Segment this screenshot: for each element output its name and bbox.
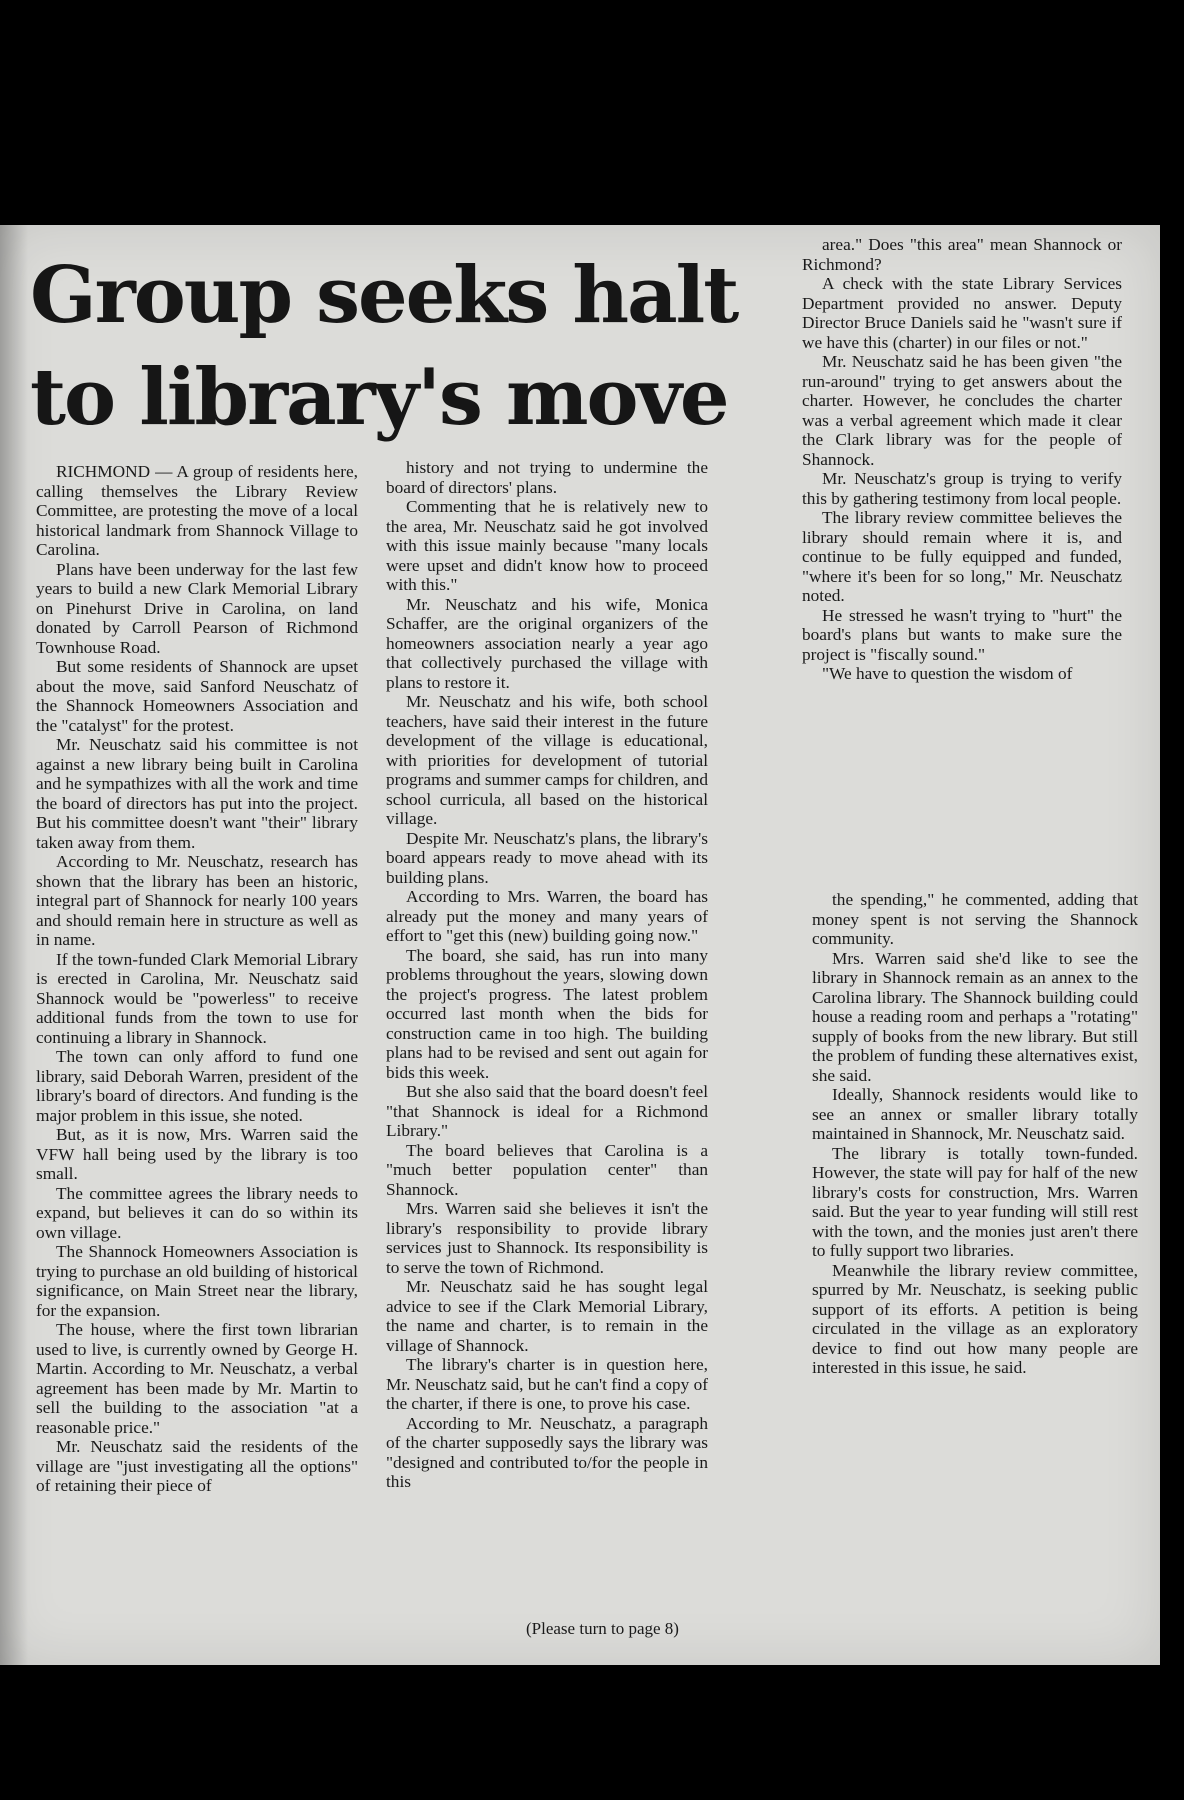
article-paragraph: Mrs. Warren said she believes it isn't the library's responsibility to provide library services just to Shannock. Its responsibility is to serve the town of Richmond. xyxy=(386,1199,708,1277)
article-paragraph: The house, where the first town librarian used to live, is currently owned by George H. Martin. According to Mr. Neuschatz, a verbal agreement has been made by Mr. Martin to sell the building to the association "at a reasonable price." xyxy=(36,1320,358,1437)
article-paragraph: Mr. Neuschatz's group is trying to verify this by gathering testimony from local people. xyxy=(802,469,1122,508)
article-paragraph: The library is totally town-funded. However, the state will pay for half of the new library's costs for construction, Mrs. Warren said. But the year to year funding will still rest with the town, and the monies just aren't there to fully support two libraries. xyxy=(812,1143,1138,1260)
article-paragraph: Mr. Neuschatz said the residents of the village are "just investigating all the options" of retaining their piece of xyxy=(36,1437,358,1495)
article-paragraph: According to Mrs. Warren, the board has already put the money and many years of effort to "get this (new) building going now." xyxy=(386,887,708,945)
article-paragraph: A check with the state Library Services Department provided no answer. Deputy Director Bruce Daniels said he "wasn't sure if we have this (charter) in our files or not." xyxy=(802,274,1122,352)
article-paragraph: But some residents of Shannock are upset about the move, said Sanford Neuschatz of the Shannock Homeowners Association and the "catalyst" for the protest. xyxy=(36,657,358,735)
article-paragraph: The board believes that Carolina is a "much better population center" than Shannock. xyxy=(386,1140,708,1199)
article-paragraph: Ideally, Shannock residents would like to see an annex or smaller library totally maintained in Shannock, Mr. Neuschatz said. xyxy=(812,1085,1138,1143)
article-paragraph: He stressed he wasn't trying to "hurt" the board's plans but wants to make sure the project is "fiscally sound." xyxy=(802,605,1122,664)
article-paragraph: If the town-funded Clark Memorial Library is erected in Carolina, Mr. Neuschatz said Shannock would be "powerless" to receive additional funds from the town to use for continuing a library in Shannock. xyxy=(36,949,358,1047)
article-paragraph: But she also said that the board doesn't feel "that Shannock is ideal for a Richmond Library." xyxy=(386,1082,708,1140)
article-paragraph: Despite Mr. Neuschatz's plans, the library's board appears ready to move ahead with its building plans. xyxy=(386,828,708,887)
article-paragraph: But, as it is now, Mrs. Warren said the VFW hall being used by the library is too small. xyxy=(36,1125,358,1183)
article-paragraph: history and not trying to undermine the board of directors' plans. xyxy=(386,458,708,497)
article-paragraph: Plans have been underway for the last few years to build a new Clark Memorial Library on Pinehurst Drive in Carolina, on land donated by Carroll Pearson of Richmond Townhouse Road. xyxy=(36,559,358,657)
article-paragraph: area." Does "this area" mean Shannock or Richmond? xyxy=(802,235,1122,274)
article-paragraph: Mr. Neuschatz said his committee is not against a new library being built in Carolina and he sympathizes with all the work and time the board of directors has put into the project. But his committee doesn't want "their" library taken away from them. xyxy=(36,735,358,852)
article-paragraph: The library's charter is in question here, Mr. Neuschatz said, but he can't find a copy of the charter, if there is one, to prove his case. xyxy=(386,1355,708,1413)
article-paragraph: RICHMOND — A group of residents here, calling themselves the Library Review Committee, are protesting the move of a local historical landmark from Shannock Village to Carolina. xyxy=(36,462,358,559)
article-paragraph: The Shannock Homeowners Association is trying to purchase an old building of historical significance, on Main Street near the library, for the expansion. xyxy=(36,1242,358,1320)
article-paragraph: The library review committee believes the library should remain where it is, and continue to be fully equipped and funded, "where it's been for so long," Mr. Neuschatz noted. xyxy=(802,508,1122,605)
article-column-2 xyxy=(386,458,708,1492)
article-paragraph: Commenting that he is relatively new to the area, Mr. Neuschatz said he got involved with this issue mainly because "many locals were upset and didn't know how to proceed with this." xyxy=(386,497,708,594)
article-paragraph: According to Mr. Neuschatz, research has shown that the library has been an historic, integral part of Shannock for nearly 100 years and should remain here in structure as well as in name. xyxy=(36,852,358,949)
article-paragraph: "We have to question the wisdom of xyxy=(822,664,1073,683)
article-paragraph: Mr. Neuschatz and his wife, both school teachers, have said their interest in the future development of the village is educational, with priorities for development of tutorial programs and summer camps for children, and school curricula, all based on the historical village. xyxy=(386,692,709,828)
article-paragraph: Mr. Neuschatz and his wife, Monica Schaffer, are the original organizers of the homeowners association nearly a year ago that collectively purchased the village with plans to restore it. xyxy=(386,594,708,692)
article-column-4 xyxy=(812,890,1138,1378)
article-column-3 xyxy=(802,235,1122,684)
article-paragraph: the spending," he commented, adding that money spent is not serving the Shannock community. xyxy=(812,890,1138,948)
headline: Group seeks halt to library's move xyxy=(30,250,738,443)
article-paragraph: The town can only afford to fund one library, said Deborah Warren, president of the library's board of directors. And funding is the major problem in this issue, she noted. xyxy=(36,1047,358,1125)
article-paragraph: The committee agrees the library needs to expand, but believes it can do so within its own village. xyxy=(36,1183,358,1242)
article-column-1 xyxy=(36,462,358,1496)
article-paragraph: Mrs. Warren said she'd like to see the library in Shannock remain as an annex to the Carolina library. The Shannock building could house a reading room and perhaps a "rotating" supply of books from the new library. But still the problem of funding these alternatives exist, she said. xyxy=(812,948,1138,1085)
article-paragraph: Mr. Neuschatz said he has sought legal advice to see if the Clark Memorial Library, the name and charter, is to remain in the village of Shannock. xyxy=(386,1277,708,1355)
article-paragraph: According to Mr. Neuschatz, a paragraph of the charter supposedly says the library was "designed and contributed to/for the people in this xyxy=(386,1413,708,1491)
article-paragraph: Mr. Neuschatz said he has been given "the run-around" trying to get answers about the charter. However, he concludes the charter was a verbal agreement which made it clear the Clark library was for the people of Shannock. xyxy=(802,352,1122,469)
article-paragraph: The board, she said, has run into many problems throughout the years, slowing down the project's progress. The latest problem occurred last month when the bids for construction came in too high. The building plans had to be revised and sent out again for bids this week. xyxy=(386,945,708,1082)
newspaper-clipping xyxy=(0,225,1160,1665)
article-paragraph: Meanwhile the library review committee, spurred by Mr. Neuschatz, is seeking public support of its efforts. A petition is being circulated in the village as an exploratory device to find out how many people are interested in this issue, he said. xyxy=(812,1260,1138,1377)
continuation-note: (Please turn to page 8) xyxy=(526,1619,679,1638)
